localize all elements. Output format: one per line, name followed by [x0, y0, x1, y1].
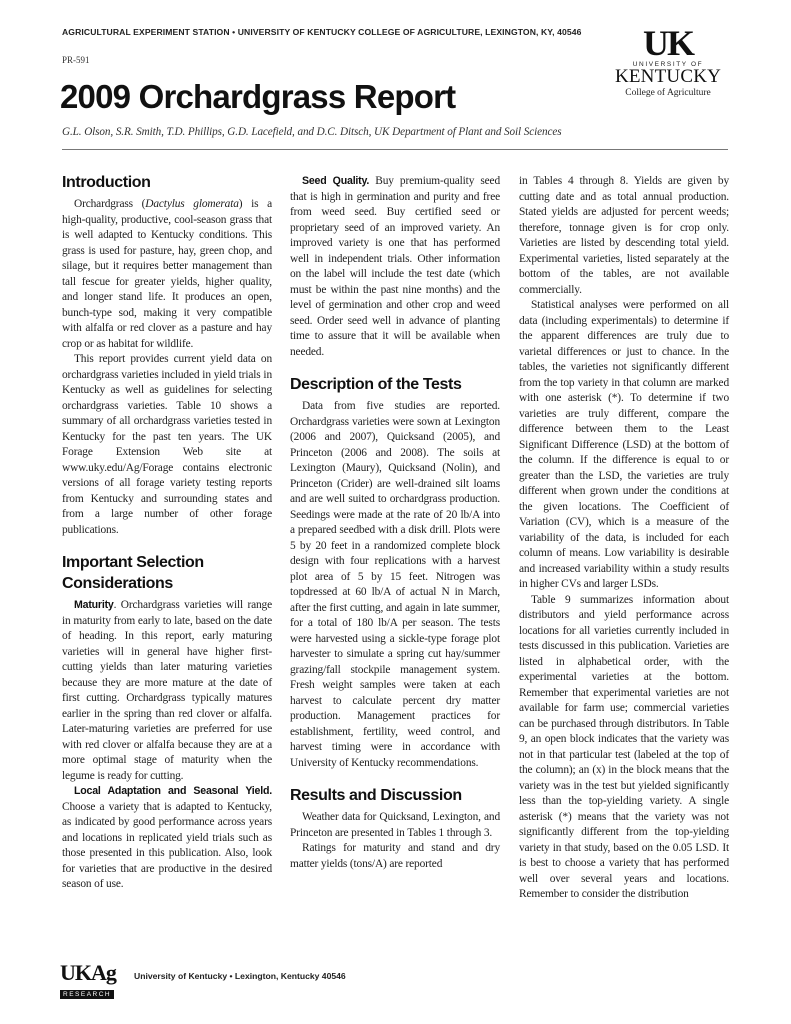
uk-college-logo: [606, 23, 730, 104]
heading-description-of-tests: Description of the Tests: [290, 376, 462, 393]
author-line: G.L. Olson, S.R. Smith, T.D. Phillips, G.D. Lacefield, and D.C. Ditsch, UK Department of Plant and Soil Sciences: [62, 126, 562, 138]
column-left: [62, 172, 272, 893]
paragraph-maturity: [62, 598, 272, 784]
station-name: AGRICULTURAL EXPERIMENT STATION: [62, 27, 230, 37]
paragraph-seed-quality: [290, 174, 500, 360]
local-adaptation-text: Choose a variety that is adapted to Kentucky, as indicated by good performance across years and locations in replicated yield trials such as those presented in this publication. Also, look for varieties that are productive in the desired season of use.: [62, 800, 272, 890]
runin-maturity: Maturity: [74, 599, 114, 611]
paragraph-local-adaptation: [62, 784, 272, 893]
paragraph-statistical-analyses: Statistical analyses were performed on all data (including experimentals) to determine if the apparent differences are truly due to varietal differences or just to chance. In the tables, the varieties not significantly different from the top variety in that column are marked with one asterisk (*). To determine if two varieties are truly different, compare the difference between them to the Least Significant Difference (LSD) at the bottom of the column. If the difference is equal to or greater than the LSD, the varieties are truly different when grown under the conditions at the given locations. The Coefficient of Variation (CV), which is a measure of the variability of the data, is included for each column of means. Low variability is desirable and increased variability within a study results in higher CVs and larger LSDs.: [519, 299, 729, 590]
station-line: [62, 27, 582, 37]
uk-logo-kentucky: KENTUCKY: [614, 66, 722, 87]
uk-logo-college: College of Agriculture: [625, 88, 711, 98]
heading-introduction: Introduction: [62, 174, 151, 191]
page-title: 2009 Orchardgrass Report: [60, 78, 456, 115]
intro-1-rest: ) is a high-quality, productive, cool-season grass that is well adapted to Kentucky conditions. This grass is used for pasture, hay, green chop, and silage, but it requires better management than tall fescue for greater yields, higher quality, and longer stand life. It produces an open, bunch-type sod, making it very compatible with alfalfa or red clover as a pasture and hay crop or as habitat for wildlife.: [62, 198, 272, 350]
intro-1-start: Orchardgrass (: [74, 198, 146, 210]
footer-address: University of Kentucky • Lexington, Kentucky 40546: [134, 971, 346, 981]
heading-results-discussion: Results and Discussion: [290, 787, 462, 804]
column-middle: [290, 174, 500, 872]
paragraph-intro-2: This report provides current yield data on orchardgrass varieties included in yield trials in Kentucky as well as guidelines for selecting orchardgrass varieties. Table 10 shows a summary of all orchardgrass varieties tested in Kentucky for the past ten years. The UK Forage Extension Web site at www.uky.edu/Ag/Forage contains electronic versions of all forage variety testing reports from Kentucky and surrounding states and from a large number of other forage publications.: [62, 353, 272, 536]
ukag-logo-mark: UKAg: [60, 960, 116, 985]
paragraph-description: Data from five studies are reported. Orchardgrass varieties were sown at Lexington (2006 and 2007), Quicksand (2005), and Princeton (2006 and 2008). The soils at Lexington (Maury), Quicksand (Nolin), and Princeton (Crider) are well-drained silt loams and are well suited to orchardgrass production. Seedings were made at the rate of 20 lb/A into a prepared seedbed with a disk drill. Plots were 5 by 20 feet in a randomized complete block design with four replications with a harvest plot area of 5 by 15 feet. Nitrogen was topdressed at 60 lb/A of actual N in March, after the first cutting, and again in late summer, for a total of 180 lb/A per season. The tests were harvested using a sickle-type forage plot harvester to simulate a spring cut hay/summer grazing/fall stockpile management system. Fresh weight samples were taken at each harvest to calculate percent dry matter production. Management practices for establishment, fertility, weed control, and harvest timing were in accordance with University of Kentucky recommendations.: [290, 400, 500, 769]
column-right: [519, 174, 729, 903]
seed-quality-text: Buy premium-quality seed that is high in germination and purity and free from weed seed. Buy certified seed or proprietary seed of an improved variety. An improved variety is one that has performed well in independent trials. Other information on the label will include the test date (which must be within the past nine months) and the level of germination and other crop and weed seed. Order seed well in advance of planting time to assure that it will be available when needed.: [290, 175, 500, 358]
ukag-research-logo: [60, 960, 128, 998]
uk-logo-university: UNIVERSITY OF: [632, 61, 704, 68]
station-address: • UNIVERSITY OF KENTUCKY COLLEGE OF AGRICULTURE, LEXINGTON, KY, 40546: [229, 27, 582, 37]
paragraph-results-2: Ratings for maturity and stand and dry matter yields (tons/A) are reported: [290, 842, 500, 870]
runin-seed-quality: Seed Quality.: [302, 175, 370, 187]
ukag-logo-research: RESEARCH: [60, 990, 114, 999]
species-name: Dactylus glomerata: [145, 198, 239, 210]
maturity-text: . Orchardgrass varieties will range in maturity from early to late, based on the date of heading. In this report, early maturing varieties will in general have higher first-cutting yields than later maturing varieties because they are more mature at the date of first cutting. Orchardgrass typically matures earlier in the spring than red clover or alfalfa. Later-maturing varieties are preferred for use with red clover or alfalfa because they are at a more optimal stage of maturity when the legume is ready for cutting.: [62, 599, 272, 782]
uk-logo-mark: UK: [643, 23, 693, 63]
paragraph-table-9-summary: Table 9 summarizes information about distributors and yield performance across locations for all varieties currently included in tests discussed in this publication. Varieties are listed in alphabetical order, with the experimental varieties at the bottom. Remember that experimental varieties are not available for farm use; commercial varieties can be purchased through distributors. In Table 9, an open block indicates that the variety was not in that particular test (labeled at the top of the column); an (x) in the block means that the variety was in the test but yielded significantly less than the top-yielding variety. A single asterisk (*) means that the variety was not significantly different from the top-yielding variety in that study, based on the 0.05 LSD. It is best to choose a variety that has performed well over several years and locations. Remember to consider the distribution: [519, 593, 729, 900]
publication-number: PR-591: [62, 55, 90, 65]
paragraph-results-1: Weather data for Quicksand, Lexington, and Princeton are presented in Tables 1 through 3.: [290, 811, 500, 839]
header-divider: [62, 149, 728, 150]
paragraph-intro-1: [62, 197, 272, 352]
heading-selection-considerations: Important Selection Considerations: [62, 554, 204, 592]
paragraph-results-continued: in Tables 4 through 8. Yields are given by cutting date and as total annual production. Stated yields are adjusted for percent weeds; therefore, tonnage given is for crop only. Varieties are listed by descending total yield. Experimental varieties, listed separately at the bottom of the tables, are not available commercially.: [519, 175, 729, 296]
runin-local-adaptation: Local Adaptation and Seasonal Yield.: [74, 785, 272, 797]
